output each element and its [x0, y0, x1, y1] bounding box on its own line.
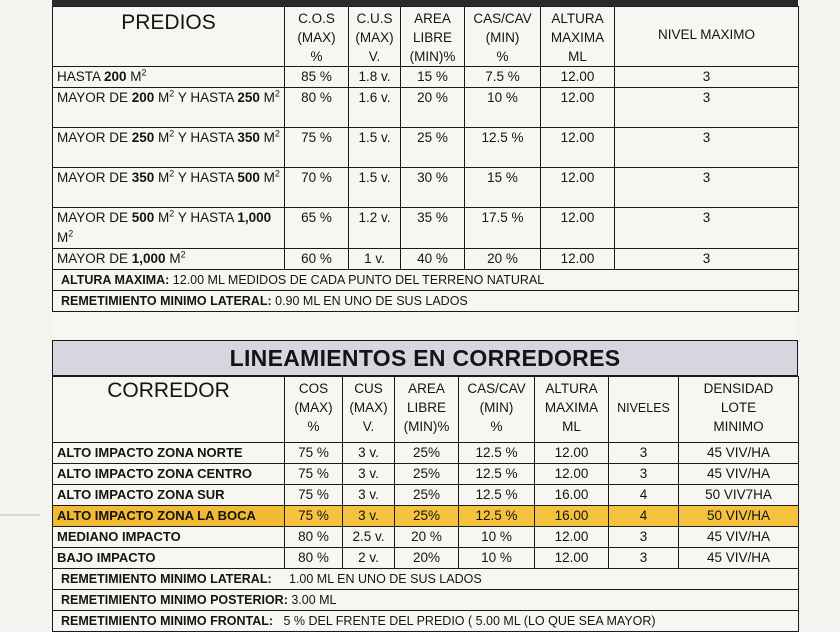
cell-area: 15 %: [401, 67, 465, 88]
cell-cas: 10 %: [459, 527, 535, 548]
margin-mark: [0, 514, 40, 516]
cell-cas: 15 %: [465, 168, 541, 208]
note-text: 0.90 ML EN UNO DE SUS LADOS: [271, 294, 468, 308]
cell-cus: 1.2 v.: [349, 208, 401, 249]
note-text: 12.00 ML MEDIDOS DE CADA PUNTO DEL TERRENO NATURAL: [169, 273, 545, 287]
cell-densidad: 50 VIV7HA: [679, 485, 799, 506]
cell-cus: 3 v.: [343, 443, 395, 464]
cell-cus: 2 v.: [343, 548, 395, 569]
cell-cus: 1.5 v.: [349, 128, 401, 168]
header-altura-maxima: ALTURA MAXIMA ML: [541, 7, 615, 67]
cell-cus: 1.6 v.: [349, 88, 401, 128]
cell-cus: 3 v.: [343, 485, 395, 506]
note-row: [53, 590, 799, 611]
predios-header-row: [53, 7, 799, 67]
cell-cos: 70 %: [285, 168, 349, 208]
note-label: ALTURA MAXIMA:: [61, 273, 170, 287]
cell-cas: 7.5 %: [465, 67, 541, 88]
predios-table: [52, 6, 799, 312]
row-label: MAYOR DE 1,000 $M^2$: [53, 249, 285, 270]
cell-nivel: 3: [615, 67, 799, 88]
header-altura-maxima: ALTURA MAXIMA ML: [535, 377, 609, 443]
cell-cos: 65 %: [285, 208, 349, 249]
cell-nivel: 3: [615, 88, 799, 128]
corredor-row-highlighted: [53, 506, 799, 527]
cell-cas: 12.5 %: [465, 128, 541, 168]
cell-altura: 12.00: [535, 443, 609, 464]
note-label: REMETIMIENTO MINIMO FRONTAL:: [61, 614, 274, 628]
cell-cas: 12.5 %: [459, 464, 535, 485]
cell-area: 40 %: [401, 249, 465, 270]
note-row: [53, 569, 799, 590]
cell-altura: 12.00: [541, 249, 615, 270]
cell-cos: 80 %: [285, 527, 343, 548]
cell-altura: 12.00: [541, 128, 615, 168]
corredor-row: [53, 527, 799, 548]
row-label: MAYOR DE 250 $M^2$ Y HASTA 350 $M^2$: [53, 128, 285, 168]
row-label: MAYOR DE 200 $M^2$ Y HASTA 250 $M^2$: [53, 88, 285, 128]
note-label: REMETIMIENTO MINIMO LATERAL:: [61, 294, 272, 308]
row-label: MAYOR DE 350 $M^2$ Y HASTA 500 $M^2$: [53, 168, 285, 208]
cell-cos: 60 %: [285, 249, 349, 270]
section-gap: [52, 320, 798, 340]
row-label: MAYOR DE 500 $M^2$ Y HASTA 1,000 $M^2$: [53, 208, 285, 249]
row-label: MEDIANO IMPACTO: [53, 527, 285, 548]
cell-area: 20%: [395, 548, 459, 569]
header-nivel-maximo: NIVEL MAXIMO: [615, 7, 799, 67]
cell-nivel: 3: [615, 208, 799, 249]
cell-area: 25%: [395, 506, 459, 527]
cell-cas: 12.5 %: [459, 443, 535, 464]
corredores-table: [52, 376, 799, 632]
cell-altura: 12.00: [535, 548, 609, 569]
cell-area: 20 %: [401, 88, 465, 128]
predios-row: [53, 208, 799, 249]
header-cas-cav: CAS/CAV (MIN) %: [465, 7, 541, 67]
corredores-section-title: LINEAMIENTOS EN CORREDORES: [52, 340, 798, 376]
cell-altura: 16.00: [535, 485, 609, 506]
cell-altura: 12.00: [541, 88, 615, 128]
cell-niveles: 3: [609, 527, 679, 548]
cell-cas: 12.5 %: [459, 485, 535, 506]
note-remetimiento-frontal: [53, 611, 799, 632]
row-label: ALTO IMPACTO ZONA LA BOCA: [53, 506, 285, 527]
cell-area: 20 %: [395, 527, 459, 548]
note-label: REMETIMIENTO MINIMO LATERAL:: [61, 572, 272, 586]
header-area-libre: AREA LIBRE (MIN)%: [401, 7, 465, 67]
cell-area: 25 %: [401, 128, 465, 168]
cell-altura: 12.00: [535, 464, 609, 485]
header-cas-cav: CAS/CAV (MIN) %: [459, 377, 535, 443]
cell-niveles: 4: [609, 506, 679, 527]
cell-cus: 2.5 v.: [343, 527, 395, 548]
cell-area: 25%: [395, 443, 459, 464]
cell-cus: 1.8 v.: [349, 67, 401, 88]
cell-cos: 80 %: [285, 548, 343, 569]
cell-cos: 85 %: [285, 67, 349, 88]
corredor-title: CORREDOR: [53, 377, 285, 443]
cell-densidad: 50 VIV/HA: [679, 506, 799, 527]
cell-cos: 75 %: [285, 128, 349, 168]
note-row: [53, 270, 799, 291]
cell-cus: 1 v.: [349, 249, 401, 270]
note-row: [53, 291, 799, 312]
cell-area: 25%: [395, 485, 459, 506]
cell-area: 30 %: [401, 168, 465, 208]
note-text: 3.00 ML: [287, 593, 337, 607]
cell-densidad: 45 VIV/HA: [679, 548, 799, 569]
cell-densidad: 45 VIV/HA: [679, 527, 799, 548]
corredor-row: [53, 464, 799, 485]
cell-nivel: 3: [615, 168, 799, 208]
cell-cos: 75 %: [285, 485, 343, 506]
predios-row: [53, 128, 799, 168]
header-cos: COS (MAX) %: [285, 377, 343, 443]
cell-area: 25%: [395, 464, 459, 485]
cell-niveles: 4: [609, 485, 679, 506]
predios-row: [53, 168, 799, 208]
cell-altura: 16.00: [535, 506, 609, 527]
note-text: 1.00 ML EN UNO DE SUS LADOS: [271, 572, 482, 586]
cell-altura: 12.00: [541, 168, 615, 208]
cell-cos: 75 %: [285, 464, 343, 485]
note-remetimiento-posterior: [53, 590, 799, 611]
cell-cos: 75 %: [285, 443, 343, 464]
note-row: [53, 611, 799, 632]
cell-cas: 20 %: [465, 249, 541, 270]
note-remetimiento-lateral: [53, 569, 799, 590]
cell-altura: 12.00: [535, 527, 609, 548]
predios-row: [53, 88, 799, 128]
note-altura-maxima: [53, 270, 799, 291]
note-remetimiento-lateral: [53, 291, 799, 312]
corredor-row: [53, 485, 799, 506]
header-cos: C.O.S (MAX) %: [285, 7, 349, 67]
cell-altura: 12.00: [541, 208, 615, 249]
cell-niveles: 3: [609, 548, 679, 569]
cell-cus: 3 v.: [343, 506, 395, 527]
cell-area: 35 %: [401, 208, 465, 249]
row-label: ALTO IMPACTO ZONA NORTE: [53, 443, 285, 464]
corredor-row: [53, 443, 799, 464]
cell-cus: 3 v.: [343, 464, 395, 485]
note-text: 5 % DEL FRENTE DEL PREDIO ( 5.00 ML (LO QUE SEA MAYOR): [273, 614, 656, 628]
corredor-row: [53, 548, 799, 569]
row-label: HASTA 200 $M^2$: [53, 67, 285, 88]
corredores-header-row: [53, 377, 799, 443]
header-area-libre: AREA LIBRE (MIN)%: [395, 377, 459, 443]
header-densidad: DENSIDAD LOTE MINIMO: [679, 377, 799, 443]
cell-altura: 12.00: [541, 67, 615, 88]
note-label: REMETIMIENTO MINIMO POSTERIOR:: [61, 593, 288, 607]
header-cus: C.U.S (MAX) V.: [349, 7, 401, 67]
predios-row: [53, 67, 799, 88]
cell-densidad: 45 VIV/HA: [679, 443, 799, 464]
cell-cas: 10 %: [459, 548, 535, 569]
cell-cos: 75 %: [285, 506, 343, 527]
cell-cos: 80 %: [285, 88, 349, 128]
header-cus: CUS (MAX) V.: [343, 377, 395, 443]
cell-cas: 12.5 %: [459, 506, 535, 527]
cell-densidad: 45 VIV/HA: [679, 464, 799, 485]
predios-title: PREDIOS: [53, 7, 285, 67]
cell-cas: 10 %: [465, 88, 541, 128]
cell-nivel: 3: [615, 128, 799, 168]
cell-cas: 17.5 %: [465, 208, 541, 249]
cell-nivel: 3: [615, 249, 799, 270]
cell-niveles: 3: [609, 464, 679, 485]
cell-cus: 1.5 v.: [349, 168, 401, 208]
predios-row: [53, 249, 799, 270]
cell-niveles: 3: [609, 443, 679, 464]
row-label: BAJO IMPACTO: [53, 548, 285, 569]
row-label: ALTO IMPACTO ZONA CENTRO: [53, 464, 285, 485]
row-label: ALTO IMPACTO ZONA SUR: [53, 485, 285, 506]
header-niveles: NIVELES: [609, 377, 679, 443]
